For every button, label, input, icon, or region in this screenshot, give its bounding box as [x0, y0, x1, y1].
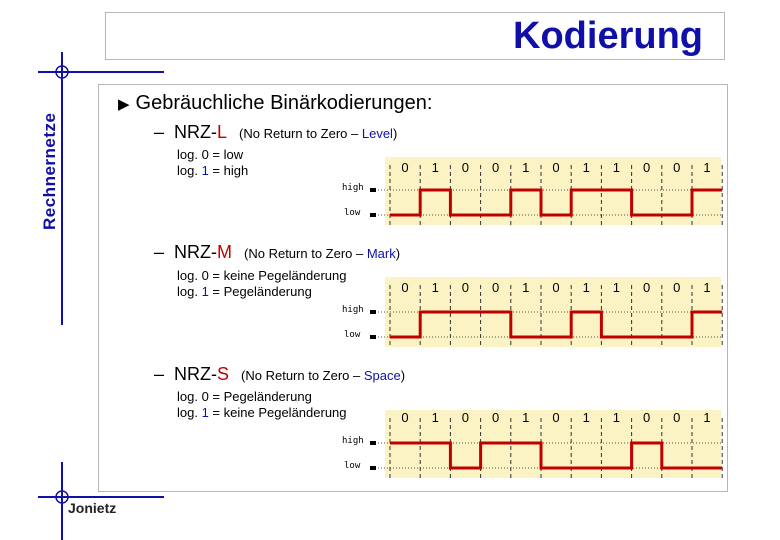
bit-label: 0: [642, 410, 651, 425]
bit-label: 0: [491, 410, 500, 425]
note-suffix: ): [392, 126, 398, 141]
side-title: Rechnernetze: [40, 112, 59, 230]
low-label: low: [344, 461, 361, 471]
section-dash: –: [154, 122, 165, 142]
rule-one-value: 1: [201, 163, 209, 178]
encoding-name-prefix: NRZ-: [174, 122, 218, 142]
note-suffix: ): [400, 368, 406, 383]
bit-label: 1: [703, 160, 711, 175]
section-dash: –: [154, 242, 165, 262]
note-keyword: Space: [363, 368, 401, 383]
note-keyword: Level: [361, 126, 393, 141]
triangle-bullet-icon: ▶: [118, 96, 130, 113]
page-title: Kodierung: [513, 15, 703, 57]
author-name: Jonietz: [68, 500, 117, 516]
bit-label: 1: [582, 280, 590, 295]
rule-one-prefix: log.: [177, 405, 202, 420]
bit-label: 0: [491, 160, 500, 175]
bit-label: 1: [431, 410, 439, 425]
bit-label: 0: [642, 160, 651, 175]
bit-label: 1: [582, 160, 590, 175]
bit-label: 0: [673, 410, 681, 425]
high-label: high: [342, 436, 364, 446]
bit-label: 1: [431, 280, 439, 295]
encoding-name-prefix: NRZ-: [174, 364, 218, 384]
bit-label: 0: [491, 280, 500, 295]
bit-label: 0: [673, 160, 681, 175]
bit-label: 1: [612, 280, 620, 295]
bit-label: 0: [401, 410, 409, 425]
bit-label: 0: [461, 280, 469, 295]
bit-label: 0: [673, 280, 681, 295]
bit-label: 0: [401, 160, 409, 175]
rule-zero: log. 0 = Pegeländerung: [177, 389, 312, 404]
rule-one-value: 1: [201, 405, 209, 420]
bit-label: 1: [431, 160, 439, 175]
note-prefix: (No Return to Zero –: [244, 246, 367, 261]
low-label: low: [344, 330, 361, 340]
bit-label: 0: [552, 280, 560, 295]
bit-label: 0: [461, 410, 469, 425]
rule-one-value: 1: [201, 284, 209, 299]
rule-one-prefix: log.: [177, 163, 202, 178]
bit-label: 1: [522, 280, 530, 295]
rule-one-suffix: = high: [208, 163, 249, 178]
bit-label: 1: [522, 160, 530, 175]
high-label: high: [342, 183, 364, 193]
bit-label: 1: [612, 410, 620, 425]
rule-one-prefix: log.: [177, 284, 202, 299]
bit-label: 1: [703, 410, 711, 425]
encoding-name-suffix: L: [217, 122, 228, 142]
low-level-marker: [370, 466, 376, 470]
encoding-name-suffix: S: [217, 364, 230, 384]
rule-one-suffix: = Pegeländerung: [208, 284, 312, 299]
high-label: high: [342, 305, 364, 315]
bit-label: 1: [582, 410, 590, 425]
note-keyword: Mark: [366, 246, 396, 261]
bit-label: 1: [612, 160, 620, 175]
low-label: low: [344, 208, 361, 218]
bit-label: 0: [552, 160, 560, 175]
encoding-name-prefix: NRZ-: [174, 242, 218, 262]
bit-label: 0: [552, 410, 560, 425]
note-prefix: (No Return to Zero –: [239, 126, 362, 141]
rule-zero: log. 0 = keine Pegeländerung: [177, 268, 347, 283]
encoding-name-suffix: M: [217, 242, 233, 262]
section-dash: –: [154, 364, 165, 384]
main-heading: Gebräuchliche Binärkodierungen:: [135, 92, 433, 114]
rule-one-suffix: = keine Pegeländerung: [208, 405, 347, 420]
rule-zero: log. 0 = low: [177, 147, 244, 162]
note-suffix: ): [395, 246, 401, 261]
note-prefix: (No Return to Zero –: [241, 368, 364, 383]
bit-label: 1: [703, 280, 711, 295]
bit-label: 0: [461, 160, 469, 175]
high-level-marker: [370, 441, 376, 445]
bit-label: 0: [642, 280, 651, 295]
bit-label: 1: [522, 410, 530, 425]
bit-label: 0: [401, 280, 409, 295]
